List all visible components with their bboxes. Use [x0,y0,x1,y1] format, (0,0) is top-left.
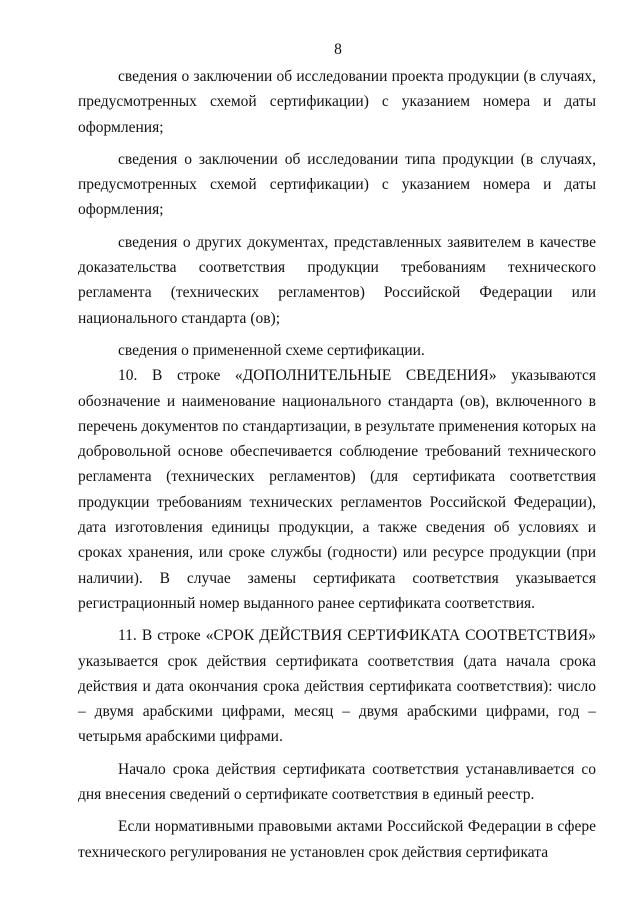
paragraph-project-study-conclusion: сведения о заключении об исследовании проекта продукции (в случаях, предусмотренных схемой сертификации) с указанием номера и даты оформления; [78,68,596,136]
paragraph-certification-scheme: сведения о примененной схеме сертификации. [118,341,425,359]
paragraph-section-11: 11. В строке «СРОК ДЕЙСТВИЯ СЕРТИФИКАТА СООТВЕТСТВИЯ» указывается срок действия сертификата соответствия (дата начала срока действия и дата окончания срока действия сертификата соответствия): число – двумя арабскими цифрами, месяц – двумя арабскими цифрами, год – четырьмя арабскими цифрами. [78,627,596,746]
paragraph-section-10: 10. В строке «ДОПОЛНИТЕЛЬНЫЕ СВЕДЕНИЯ» указываются обозначение и наименование национального стандарта (ов), включенного в перечень документов по стандартизации, в результате применения которых на добровольной основе обеспечивается соблюдение требований технического регламента (технических регламентов) (для сертификата соответствия продукции требованиям технических регламентов Российской Федерации), дата изготовления единицы продукции, а также сведения об условиях и сроках хранения, или сроке службы (годности) или ресурсе продукции (при наличии). В случае замены сертификата соответствия указывается регистрационный номер выданного ранее сертификата соответствия. [78,367,596,612]
paragraph-validity-not-set: Если нормативными правовыми актами Российской Федерации в сфере технического регулирования не установлен срок действия сертификата [78,818,596,861]
paragraph-other-documents: сведения о других документах, представленных заявителем в качестве доказательства соответствия продукции требованиям технического регламента (технических регламентов) Российской Федерации или национального стандарта (ов); [78,233,596,327]
paragraph-type-study-conclusion: сведения о заключении об исследовании типа продукции (в случаях, предусмотренных схемой сертификации) с указанием номера и даты оформления; [78,150,596,219]
document-body [78,64,596,865]
page-number: 8 [334,41,342,58]
paragraph-validity-start: Начало срока действия сертификата соответствия устанавливается со дня внесения сведений о сертификате соответствия в единый реестр. [78,760,596,804]
